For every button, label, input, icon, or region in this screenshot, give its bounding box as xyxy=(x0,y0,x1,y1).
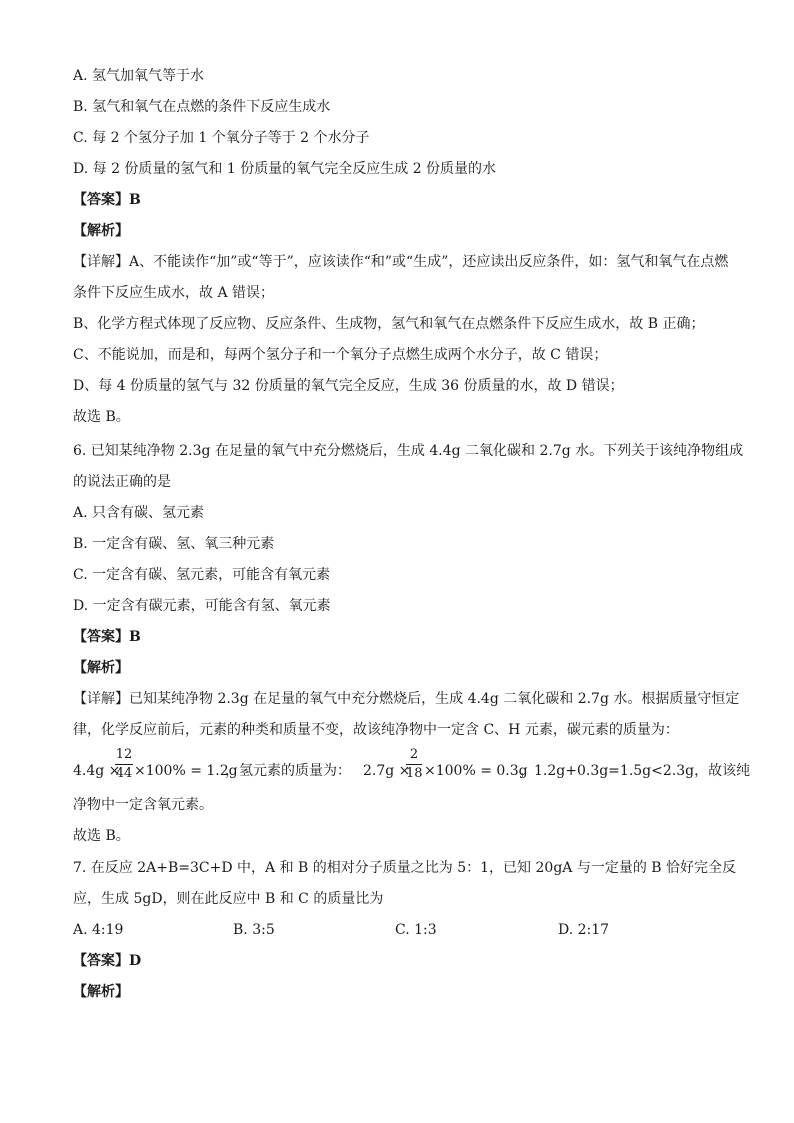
q5-detail-line-1: 【详解】A、不能读作“加”或“等于”，应该读作“和”或“生成”，还应读出反应条件，如：氢气和氧气在点燃 xyxy=(73,254,729,270)
q6-detail-end-line-1: 净物中一定含氧元素。 xyxy=(73,797,213,813)
q7-analysis-label: 【解析】 xyxy=(73,984,129,1000)
q5-option-d: D. 每 2 份质量的氢气和 1 份质量的氧气完全反应生成 2 份质量的水 xyxy=(73,161,497,177)
fraction-bar xyxy=(406,764,422,765)
carbon-calc-result: ×100% = 1.2g xyxy=(134,763,238,779)
hydrogen-fraction-numerator: 2 xyxy=(409,747,419,762)
q6-analysis-label: 【解析】 xyxy=(73,660,129,676)
q6-option-a: A. 只含有碳、氢元素 xyxy=(73,505,205,521)
q6-option-d: D. 一定含有碳元素，可能含有氢、氧元素 xyxy=(73,598,331,614)
q7-option-b: B. 3:5 xyxy=(233,922,275,938)
q5-analysis-label: 【解析】 xyxy=(73,223,129,239)
mass-comparison: ，1.2g+0.3g=1.5g<2.3g，故该纯 xyxy=(520,763,751,779)
q6-stem-line-2: 的说法正确的是 xyxy=(73,474,171,490)
q7-stem-line-1: 7. 在反应 2A+B=3C+D 中，A 和 B 的相对分子质量之比为 5：1，已知 20gA 与一定量的 B 恰好完全反 xyxy=(73,860,737,876)
q5-detail-line-4: C、不能说加，而是和，每两个氢分子和一个氧分子点燃生成两个水分子，故 C 错误； xyxy=(73,347,608,363)
q6-stem-line-1: 6. 已知某纯净物 2.3g 在足量的氧气中充分燃烧后，生成 4.4g 二氧化碳和 2.7g 水。下列关于该纯净物组成 xyxy=(73,443,744,459)
q5-detail-line-2: 条件下反应生成水，故 A 错误； xyxy=(73,285,275,301)
hydrogen-fraction xyxy=(406,747,422,782)
q5-detail-line-5: D、每 4 份质量的氢气与 32 份质量的氧气完全反应，生成 36 份质量的水，故 D 错误； xyxy=(73,378,624,394)
q7-option-c: C. 1:3 xyxy=(395,922,437,938)
carbon-calc-prefix: 4.4g × xyxy=(73,763,121,779)
q7-stem-line-2: 应，生成 5gD，则在此反应中 B 和 C 的质量比为 xyxy=(73,891,384,907)
carbon-fraction-numerator: 12 xyxy=(115,747,133,762)
q7-answer: 【答案】D xyxy=(73,953,142,969)
q7-option-a: A. 4:19 xyxy=(73,922,124,938)
q5-detail-line-6: 故选 B。 xyxy=(73,409,130,425)
q5-answer: 【答案】B xyxy=(73,192,141,208)
q6-option-c: C. 一定含有碳、氢元素，可能含有氧元素 xyxy=(73,567,331,583)
q7-option-d: D. 2:17 xyxy=(558,922,610,938)
carbon-fraction-denominator: 44 xyxy=(115,766,133,781)
hydrogen-fraction-denominator: 18 xyxy=(406,766,423,781)
q5-option-b: B. 氢气和氧气在点燃的条件下反应生成水 xyxy=(73,99,331,115)
q6-detail-line-1: 【详解】已知某纯净物 2.3g 在足量的氧气中充分燃烧后，生成 4.4g 二氧化碳和 2.7g 水。根据质量守恒定 xyxy=(73,691,740,707)
q5-detail-line-3: B、化学方程式体现了反应物、反应条件、生成物，氢气和氧气在点燃条件下反应生成水，故 B 正确； xyxy=(73,316,705,332)
q6-answer: 【答案】B xyxy=(73,629,141,645)
hydrogen-calc-prefix: 2.7g × xyxy=(363,763,411,779)
q6-detail-end-line-2: 故选 B。 xyxy=(73,828,130,844)
hydrogen-calc-result: ×100% = 0.3g xyxy=(424,763,528,779)
carbon-fraction xyxy=(115,747,133,782)
q6-option-b: B. 一定含有碳、氢、氧三种元素 xyxy=(73,536,275,552)
fraction-bar xyxy=(115,764,133,765)
hydrogen-calc-label: ，氢元素的质量为： xyxy=(225,763,351,779)
q5-option-a: A. 氢气加氧气等于水 xyxy=(73,68,205,84)
q6-detail-line-2: 律，化学反应前后，元素的种类和质量不变，故该纯净物中一定含 C、H 元素，碳元素的质量为： xyxy=(73,722,679,738)
q5-option-c: C. 每 2 个氢分子加 1 个氧分子等于 2 个水分子 xyxy=(73,130,370,146)
